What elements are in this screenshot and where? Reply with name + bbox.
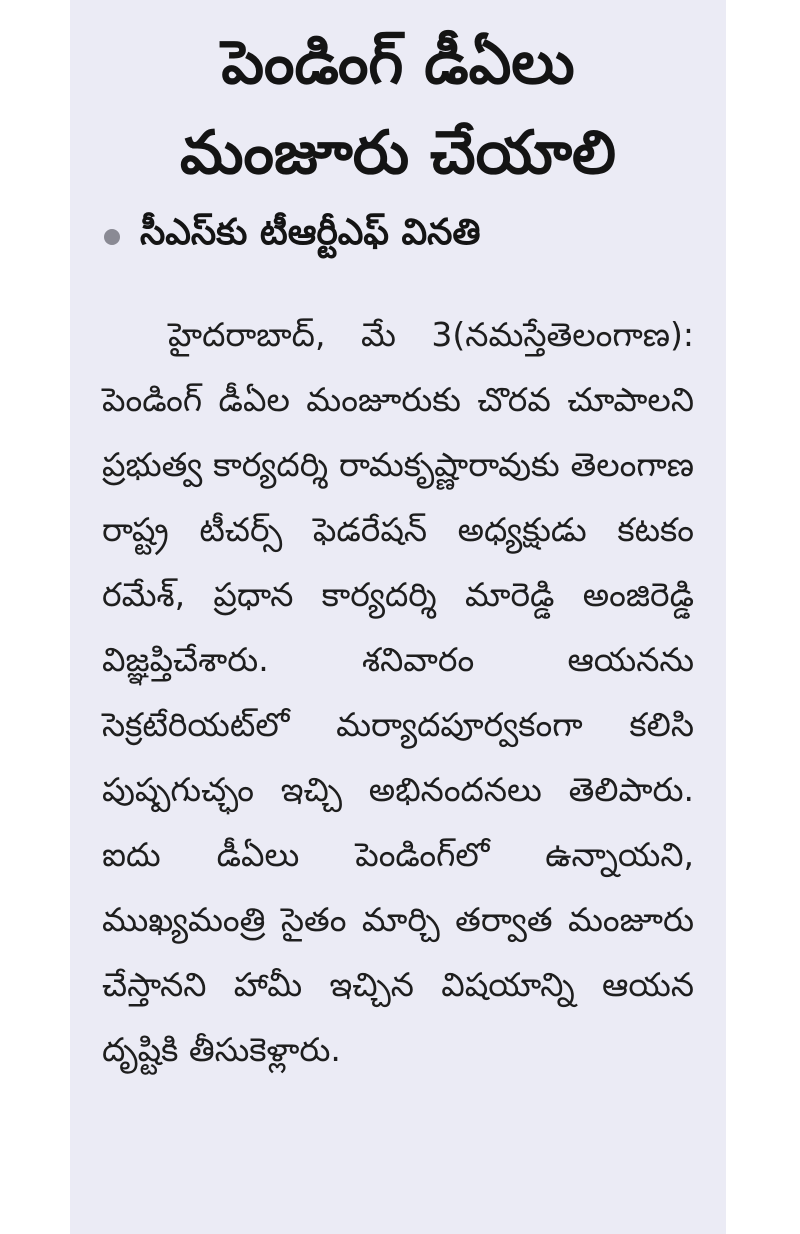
headline [70, 18, 726, 198]
headline-line-2: మంజూరు చేయాలి [180, 118, 616, 188]
headline-line-1: పెండింగ్ డీఏలు [221, 28, 575, 98]
subheading: సీఎస్‌కు టీఆర్టీఎఫ్ వినతి [140, 212, 481, 253]
bullet-icon [104, 229, 120, 245]
newspaper-clipping [70, 0, 726, 1234]
article-paragraph: హైదరాబాద్, మే 3(నమస్తేతెలంగాణ): పెండింగ్ డీఏల మంజూరుకు చొరవ చూపాలని ప్రభుత్వ కార్యదర్శి రామకృష్ణారావుకు తెలంగాణ రాష్ట్ర టీచర్స్ ఫెడరేషన్ అధ్యక్షుడు కటకం రమేశ్, ప్రధాన కార్యదర్శి మారెడ్డి అంజిరెడ్డి విజ్ఞప్తిచేశారు. శనివారం ఆయనను సెక్రటేరియట్‌లో మర్యాదపూర్వకంగా కలిసి పుష్పగుచ్ఛం ఇచ్చి అభినందనలు తెలిపారు. ఐదు డీఏలు పెండింగ్‌లో ఉన్నాయని, ముఖ్యమంత్రి సైతం మార్చి తర్వాత మంజూరు చేస్తానని హామీ ఇచ్చిన విషయాన్ని ఆయన దృష్టికి తీసుకెళ్లారు. [102, 315, 694, 1069]
next-article-cutoff [70, 1218, 726, 1234]
subheading-row [104, 212, 726, 262]
article-body [102, 302, 694, 1082]
